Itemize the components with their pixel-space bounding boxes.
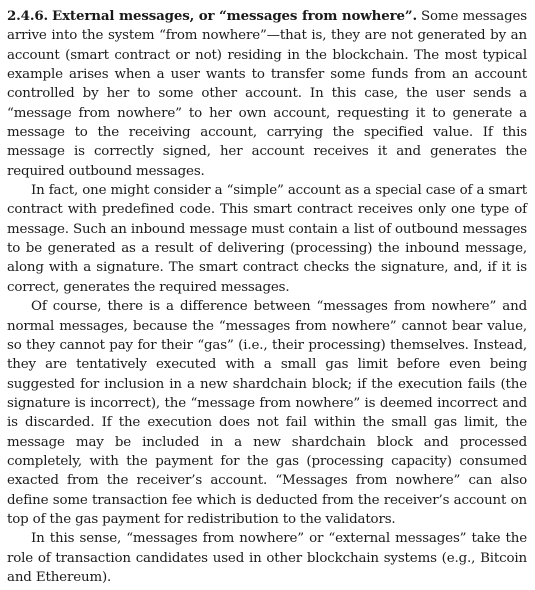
document-page xyxy=(7,7,527,587)
section-number: 2.4.6. xyxy=(7,8,49,24)
section-title: External messages, or “messages from nowhere”. xyxy=(52,8,417,24)
paragraph-1-text: Some messages arrive into the system “from nowhere”—that is, they are not generated by an account (smart contract or not) residing in the blockchain. The most typical example arises when a user wants to transfer some funds from an account controlled by her to some other account. In this case, the user sends a “message from nowhere” to her own account, requesting it to generate a message to the receiving account, carrying the specified value. If this message is correctly signed, her account receives it and generates the required outbound messages. xyxy=(7,9,527,179)
paragraph-1 xyxy=(7,7,527,181)
paragraph-3: Of course, there is a difference between “messages from nowhere” and normal messages, because the “messages from nowhere” cannot bear value, so they cannot pay for their “gas” (i.e., their processing) themselves. Instead, they are tentatively executed with a small gas limit before even being suggested for inclusion in a new shardchain block; if the execution fails (the signature is incorrect), the “message from nowhere” is deemed incorrect and is discarded. If the execution does not fail within the small gas limit, the message may be included in a new shardchain block and processed completely, with the payment for the gas (processing capacity) consumed exacted from the receiver’s account. “Messages from nowhere” can also define some transaction fee which is deducted from the receiver’s account on top of the gas payment for redistribution to the validators. xyxy=(7,299,527,527)
paragraph-2: In fact, one might consider a “simple” account as a special case of a smart contract with predefined code. This smart contract receives only one type of message. Such an inbound message must contain a list of outbound messages to be generated as a result of delivering (processing) the inbound message, along with a signature. The smart contract checks the signature, and, if it is correct, generates the required messages. xyxy=(7,183,527,295)
paragraph-4: In this sense, “messages from nowhere” or “external messages” take the role of transaction candidates used in other blockchain systems (e.g., Bitcoin and Ethereum). xyxy=(7,531,527,585)
